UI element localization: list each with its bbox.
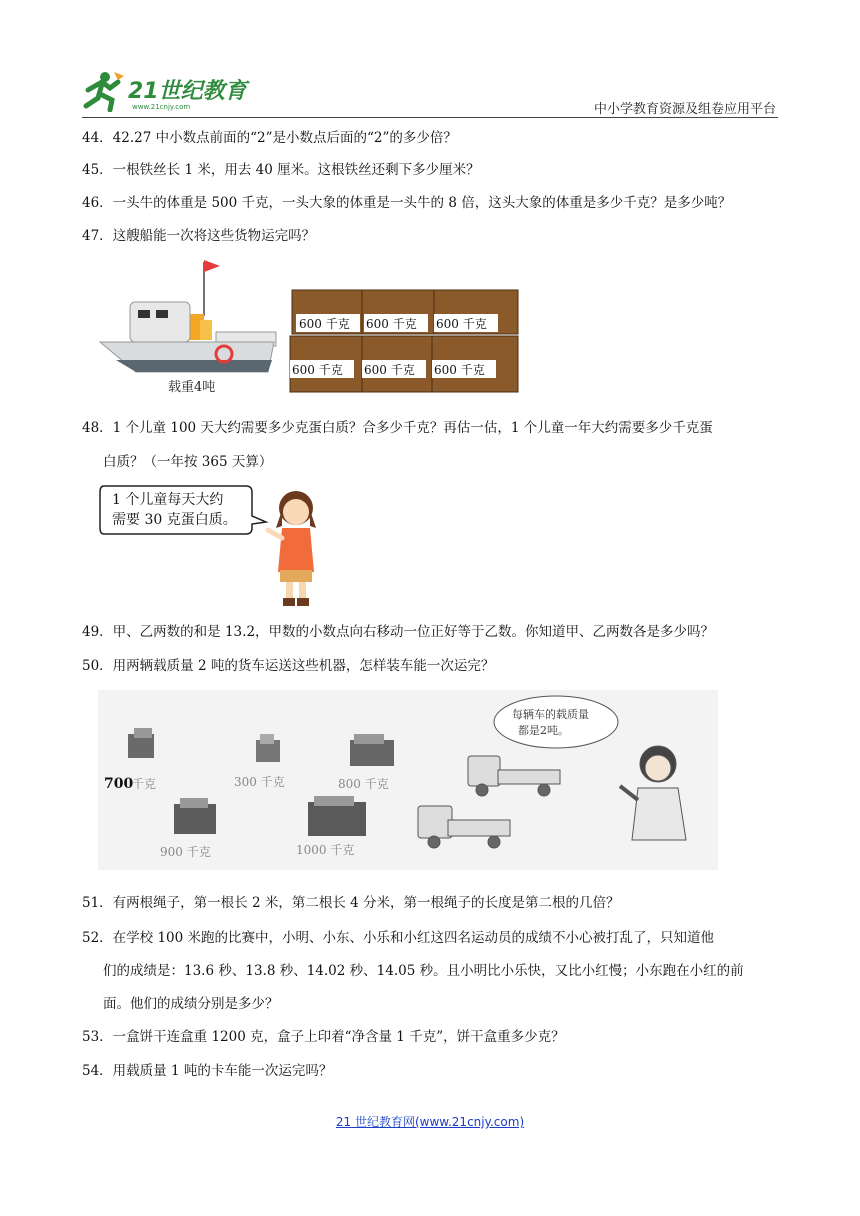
- question-48-line-1: 48．1 个儿童 100 天大约需要多少克蛋白质？合多少千克？再估一估，1 个儿童一年大约需要多少千克蛋: [82, 420, 713, 436]
- question-51: 51．有两根绳子，第一根长 2 米，第二根长 4 分米，第一根绳子的长度是第二根的几倍？: [82, 895, 620, 911]
- question-44: 44．42.27 中小数点前面的“2”是小数点后面的“2”的多少倍？: [82, 130, 457, 146]
- crate-label: 600 千克: [292, 363, 343, 377]
- logo: [80, 68, 250, 112]
- machine-weight-1000: 1000 千克: [296, 843, 355, 857]
- ship-capacity-label: 载重4吨: [168, 380, 216, 395]
- machine-weight-700: 700: [104, 776, 134, 792]
- crate: [290, 336, 362, 392]
- machine-weight-unit: 千克: [132, 777, 157, 791]
- crate-label: 600 千克: [434, 363, 485, 377]
- crate: [362, 290, 434, 334]
- question-52-line-2: 们的成绩是：13.6 秒、13.8 秒、14.02 秒、14.05 秒。且小明比小乐快，又比小红慢；小东跑在小红的前: [103, 963, 744, 979]
- footer: [0, 1113, 860, 1130]
- speech-bubble: [494, 696, 618, 748]
- crate-label: 600 千克: [299, 317, 350, 331]
- question-45: 45．一根铁丝长 1 米，用去 40 厘米。这根铁丝还剩下多少厘米？: [82, 162, 480, 178]
- question-52-line-1: 52．在学校 100 米跑的比赛中，小明、小东、小乐和小红这四名运动员的成绩不小心被打乱了，只知道他: [82, 930, 715, 946]
- logo-text: 21世纪教育: [128, 79, 247, 104]
- question-49: 49．甲、乙两数的和是 13.2，甲数的小数点向右移动一位正好等于乙数。你知道甲、乙两数各是多少吗？: [82, 624, 715, 640]
- speech-bubble: [100, 486, 266, 534]
- crate-label: 600 千克: [366, 317, 417, 331]
- machine-weight-800: 800 千克: [338, 777, 389, 791]
- question-52-line-3: 面。他们的成绩分别是多少？: [103, 996, 279, 1012]
- header-divider: [82, 117, 778, 118]
- runner-logo-icon: [86, 72, 124, 110]
- ship-icon: [100, 260, 276, 395]
- bubble-line-1: 1 个儿童每天大约: [112, 492, 224, 508]
- question-47: 47．这艘船能一次将这些货物运完吗？: [82, 228, 316, 244]
- question-54: 54．用载质量 1 吨的卡车能一次运完吗？: [82, 1063, 333, 1079]
- question-50: 50．用两辆载质量 2 吨的货车运送这些机器，怎样装车能一次运完？: [82, 658, 495, 674]
- figure-girl-protein: [98, 482, 338, 612]
- crate-label: 600 千克: [364, 363, 415, 377]
- crate: [432, 336, 518, 392]
- crate: [292, 290, 364, 334]
- crate: [362, 336, 434, 392]
- question-53: 53．一盒饼干连盒重 1200 克，盒子上印着“净含量 1 千克”，饼干盒重多少克？: [82, 1029, 565, 1045]
- question-46: 46．一头牛的体重是 500 千克，一头大象的体重是一头牛的 8 倍，这头大象的体重是多少千克？是多少吨？: [82, 195, 732, 211]
- truck-bubble-line-1: 每辆车的载质量: [512, 708, 589, 721]
- machine-weight-300: 300 千克: [234, 775, 285, 789]
- machine-icon: [308, 796, 366, 836]
- figure-ship-cargo: [96, 254, 526, 404]
- footer-link[interactable]: 21 世纪教育网(www.21cnjy.com): [335, 1115, 525, 1129]
- crates: [290, 290, 518, 392]
- platform-name: 中小学教育资源及组卷应用平台: [593, 102, 776, 117]
- truck-bubble-line-2: 都是2吨。: [518, 724, 569, 737]
- crate: [434, 290, 518, 334]
- logo-url: www.21cnjy.com: [132, 103, 191, 111]
- bubble-line-2: 需要 30 克蛋白质。: [112, 512, 237, 528]
- question-48-line-2: 白质？（一年按 365 天算）: [103, 454, 273, 470]
- figure-machines-trucks: [98, 690, 718, 870]
- crate-label: 600 千克: [436, 317, 487, 331]
- machine-weight-900: 900 千克: [160, 845, 211, 859]
- girl-icon: [268, 491, 316, 606]
